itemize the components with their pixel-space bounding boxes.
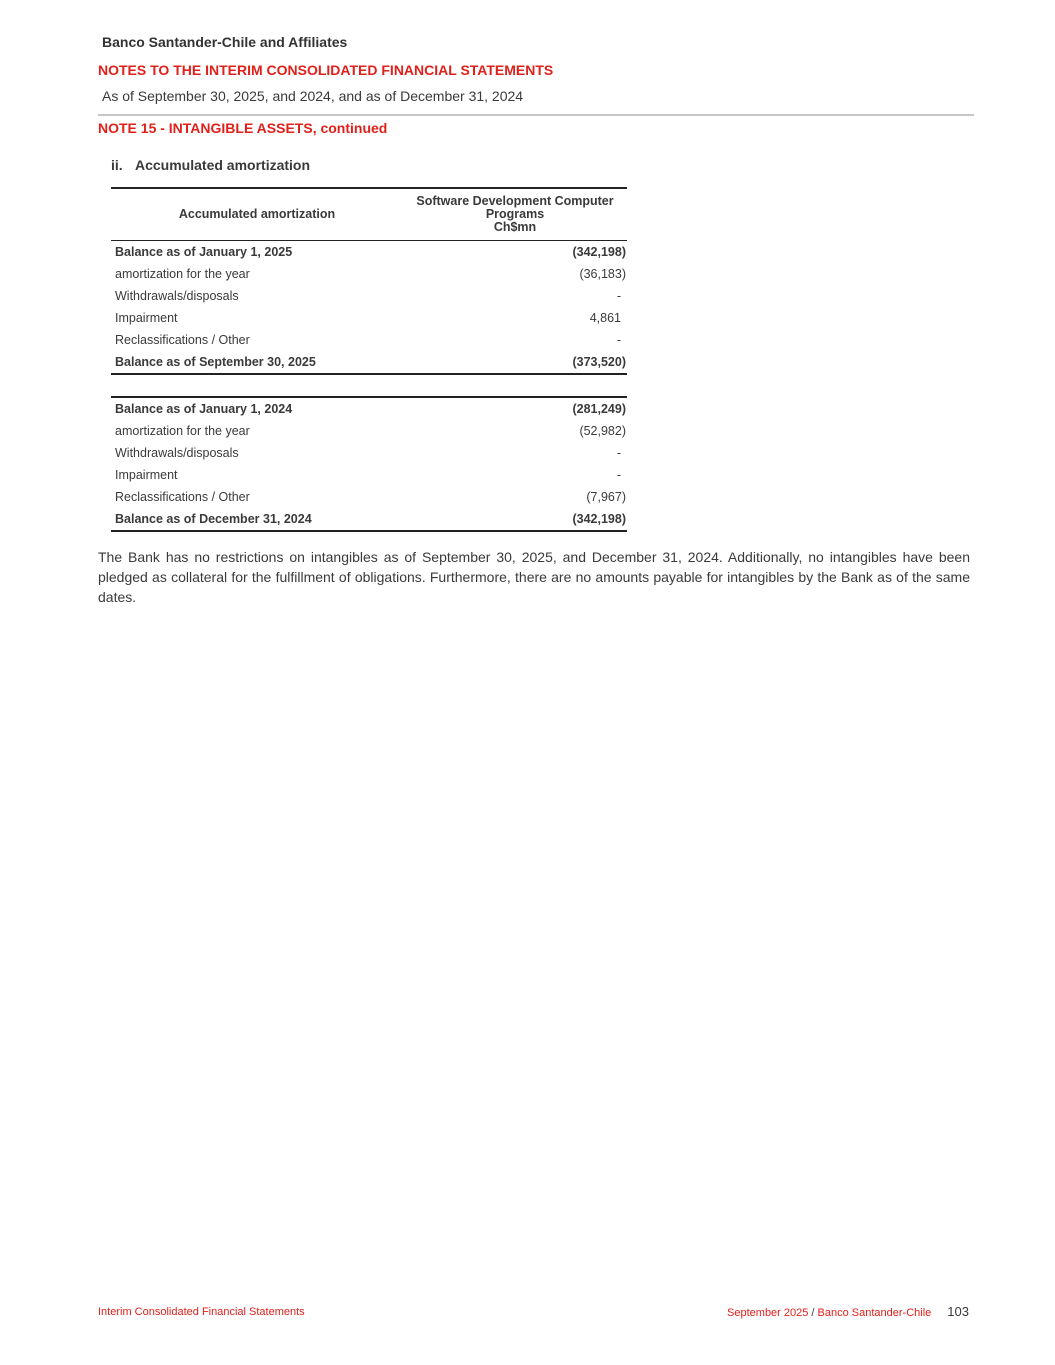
footer-company: Banco Santander-Chile: [817, 1307, 932, 1319]
row-value: (342,198): [572, 245, 626, 259]
page-number: 103: [947, 1304, 969, 1319]
row-label: Balance as of January 1, 2025: [115, 245, 293, 259]
row-value: -: [616, 446, 621, 460]
footer-right: [727, 1304, 969, 1319]
row-value: -: [616, 333, 621, 347]
section-heading: [111, 157, 310, 173]
row-label: amortization for the year: [115, 267, 250, 281]
row-label: Reclassifications / Other: [115, 333, 250, 347]
row-label: Balance as of September 30, 2025: [111, 351, 403, 374]
row-label: Balance as of January 1, 2024: [111, 397, 403, 420]
document-title: NOTES TO THE INTERIM CONSOLIDATED FINANCIAL STATEMENTS: [98, 62, 554, 78]
section-title: Accumulated amortization: [135, 157, 311, 173]
table-row: [111, 329, 627, 351]
section-number: ii.: [111, 157, 123, 173]
row-label: Impairment: [115, 311, 178, 325]
table-header-row: [111, 188, 627, 241]
table-row: [111, 307, 627, 329]
footer-period: September 2025: [727, 1307, 809, 1319]
column-header-line: Programs: [485, 207, 545, 221]
row-label: Reclassifications / Other: [115, 490, 250, 504]
row-value: -: [616, 289, 621, 303]
row-value: (52,982): [579, 424, 626, 438]
document-date-range: As of September 30, 2025, and 2024, and as of December 31, 2024: [102, 88, 524, 104]
accumulated-amortization-table: [111, 187, 627, 532]
table-spacer-row: [111, 374, 627, 397]
row-label: Withdrawals/disposals: [115, 446, 239, 460]
table-row: [111, 241, 627, 264]
row-label: Impairment: [115, 468, 178, 482]
footer-separator: /: [808, 1307, 818, 1319]
table-row: [111, 420, 627, 442]
body-paragraph: The Bank has no restrictions on intangibles as of September 30, 2025, and December 31, 2024. Additionally, no intangibles have been pledged as collateral for the fulfillment of obligations. Furthermore, there are no amounts payable for intangibles by the Bank as of the same dates.: [98, 549, 970, 605]
row-label: Balance as of December 31, 2024: [111, 508, 403, 531]
table-row: [111, 285, 627, 307]
row-value: 4,861: [589, 311, 621, 325]
row-value: (281,249): [403, 397, 627, 420]
table-row: [111, 397, 627, 420]
row-value: (7,967): [586, 490, 626, 504]
column-header-software: [403, 188, 627, 241]
column-header-line: Software Development Computer: [416, 194, 614, 208]
row-label: amortization for the year: [115, 424, 250, 438]
footer-document-name: Interim Consolidated Financial Statements: [98, 1306, 305, 1318]
table-row: [111, 442, 627, 464]
table-row-total: [111, 351, 627, 374]
note-title: NOTE 15 - INTANGIBLE ASSETS, continued: [98, 120, 388, 136]
column-header-line: Ch$mn: [493, 220, 537, 234]
header-divider: [98, 114, 974, 116]
column-header-description: Accumulated amortization: [178, 207, 336, 221]
row-value: (373,520): [403, 351, 627, 374]
row-value: -: [616, 468, 621, 482]
company-name: Banco Santander-Chile and Affiliates: [102, 34, 348, 50]
table-row: [111, 486, 627, 508]
row-label: Withdrawals/disposals: [115, 289, 239, 303]
table-row-total: [111, 508, 627, 531]
row-value: (342,198): [403, 508, 627, 531]
table-row: [111, 464, 627, 486]
row-value: (36,183): [579, 267, 626, 281]
table-row: [111, 263, 627, 285]
